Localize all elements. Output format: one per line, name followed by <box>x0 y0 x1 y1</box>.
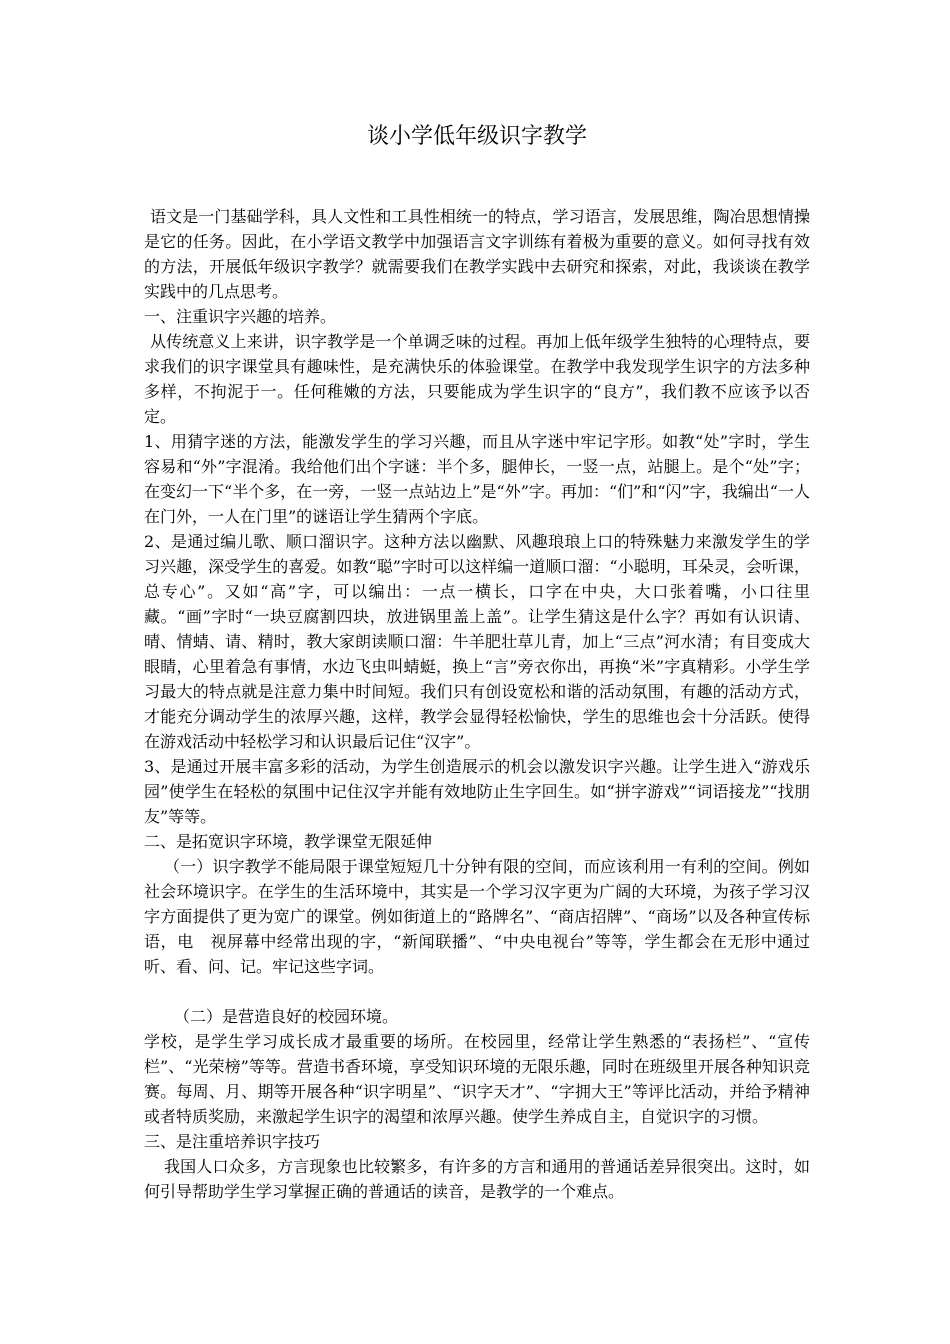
section-2-sub-1: （一）识字教学不能局限于课堂短短几十分钟有限的空间，而应该利用一有利的空间。例如社会环境识字。在学生的生活环境中，其实是一个学习汉字更为广阔的大环境，为孩子学习汉字方面提供了更为宽广的课堂。例如街道上的“路牌名”、“商店招牌”、“商场”以及各种宣传标语，电 视屏幕中经常出现的字，“新闻联播”、“中央电视台”等等，学生都会在无形中通过听、看、问、记。牢记这些字词。 <box>144 857 810 976</box>
section-1-heading: 一、注重识字兴趣的培养。 <box>144 307 337 326</box>
section-1-item-3: 3、是通过开展丰富多彩的活动，为学生创造展示的机会以激发识字兴趣。让学生进入“游戏乐园”使学生在轻松的氛围中记住汉字并能有效地防止生字回生。如“拼字游戏”“词语接龙”“找朋友”等等。 <box>144 757 810 826</box>
section-3-heading: 三、是注重培养识字技巧 <box>144 1132 321 1151</box>
section-2-sub-2-heading: （二）是营造良好的校园环境。 <box>174 1007 399 1026</box>
document-title: 谈小学低年级识字教学 <box>366 124 587 149</box>
document-body <box>144 204 810 1204</box>
section-3-paragraph: 我国人口众多，方言现象也比较繁多，有许多的方言和通用的普通话差异很突出。这时，如何引导帮助学生学习掌握正确的普通话的读音，是教学的一个难点。 <box>144 1157 810 1201</box>
section-2-sub-2: 学校，是学生学习成长成才最重要的场所。在校园里，经常让学生熟悉的“表扬栏”、“宣传栏”、“光荣榜”等等。营造书香环境，享受知识环境的无限乐趣，同时在班级里开展各种知识竞赛。每周、月、期等开展各种“识字明星”、“识字天才”、“字拥大王”等评比活动，并给予精神或者特质奖励，来激起学生识字的渴望和浓厚兴趣。使学生养成自主，自觉识字的习惯。 <box>144 1032 810 1126</box>
intro-paragraph: 语文是一门基础学科，具人文性和工具性相统一的特点，学习语言，发展思维，陶冶思想情操是它的任务。因此，在小学语文教学中加强语言文字训练有着极为重要的意义。如何寻找有效的方法，开展低年级识字教学？就需要我们在教学实践中去研究和探索，对此，我谈谈在教学实践中的几点思考。 <box>144 207 810 301</box>
blank-line <box>144 979 810 1004</box>
section-1-paragraph: 从传统意义上来讲，识字教学是一个单调乏味的过程。再加上低年级学生独特的心理特点，要求我们的识字课堂具有趣味性，是充满快乐的体验课堂。在教学中我发现学生识字的方法多种多样，不拘泥于一。任何稚嫩的方法，只要能成为学生识字的“良方”，我们教不应该予以否定。 <box>144 332 810 426</box>
section-1-item-2: 2、是通过编儿歌、顺口溜识字。这种方法以幽默、风趣琅琅上口的特殊魅力来激发学生的学习兴趣，深受学生的喜爱。如教“聪”字时可以这样编一道顺口溜：“小聪明，耳朵灵，会听课，总专心”。又如“高”字，可以编出：一点一横长，口字在中央，大口张着嘴，小口往里藏。“画”字时“一块豆腐割四块，放进锅里盖上盖”。让学生猜这是什么字？再如有认识请、晴、情蜻、请、精时，教大家朗读顺口溜：牛羊肥壮草儿青，加上“三点”河水清；有目变成大眼睛，心里着急有事情，水边飞虫叫蜻蜓，换上“言”旁衣你出，再换“米”字真精彩。小学生学习最大的特点就是注意力集中时间短。我们只有创设宽松和谐的活动氛围，有趣的活动方式，才能充分调动学生的浓厚兴趣，这样，教学会显得轻松愉快，学生的思维也会十分活跃。使得在游戏活动中轻松学习和认识最后记住“汉字”。 <box>144 532 810 751</box>
section-2-heading: 二、是拓宽识字环境，教学课堂无限延伸 <box>144 832 433 851</box>
section-1-item-1: 1、用猜字迷的方法，能激发学生的学习兴趣，而且从字迷中牢记字形。如教“处”字时，学生容易和“外”字混淆。我给他们出个字谜：半个多，腿伸长，一竖一点，站腿上。是个“处”字；在变幻一下“半个多，在一旁，一竖一点站边上”是“外”字。再加：“们”和“闪”字，我编出“一人在门外，一人在门里”的谜语让学生猜两个字底。 <box>144 432 810 526</box>
